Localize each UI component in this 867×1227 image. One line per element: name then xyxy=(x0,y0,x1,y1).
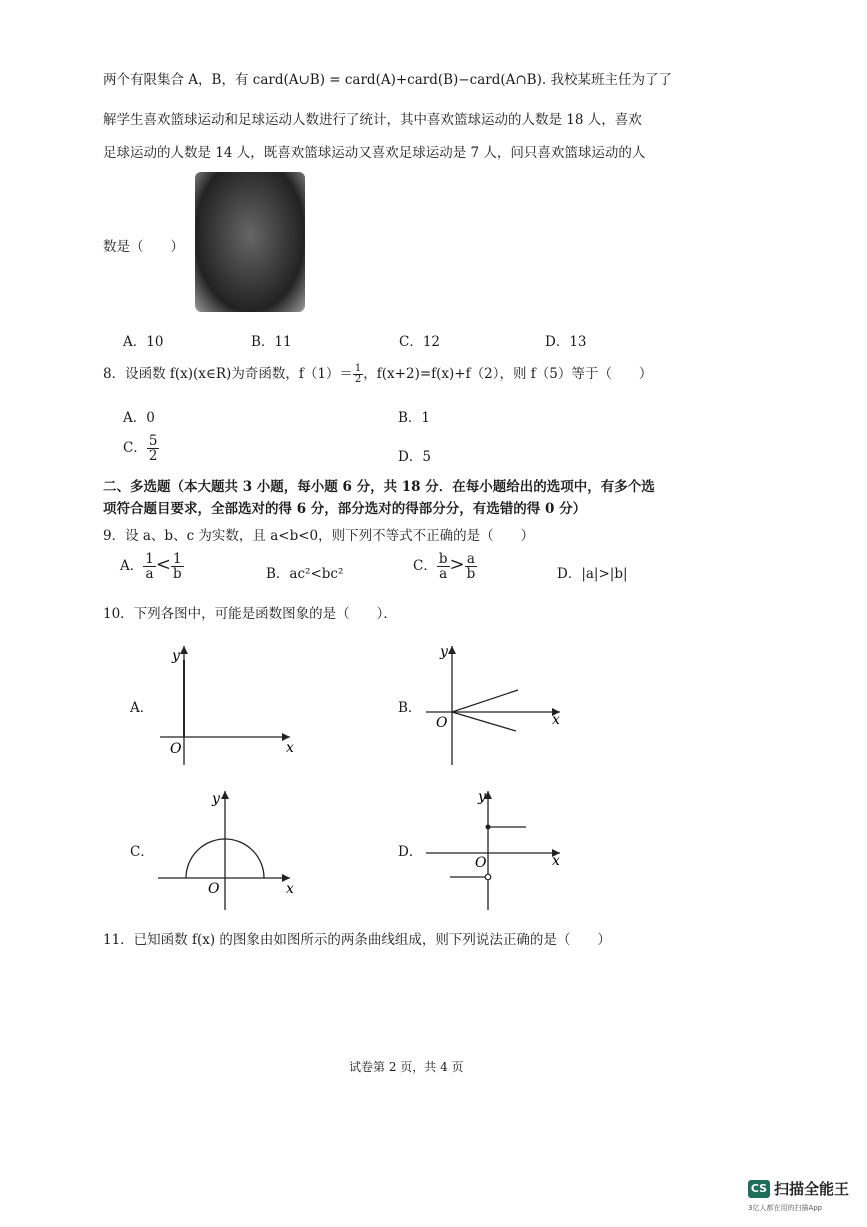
q10-label-d: D． xyxy=(398,844,423,860)
q10-label-c: C． xyxy=(130,844,154,860)
fraction xyxy=(171,552,184,581)
axis-x-label: x xyxy=(552,712,560,728)
q7-option-b: B．11 xyxy=(251,334,292,350)
q8-option-a: A．0 xyxy=(123,410,155,426)
q7-option-d: D．13 xyxy=(545,334,587,350)
q9-option-d: D．|a|>|b| xyxy=(557,566,628,582)
q8-stem-rest: ，f(x+2)=f(x)+f（2），则 f（5）等于（ ） xyxy=(363,366,653,382)
graph-b xyxy=(420,640,570,770)
fraction-five-halves xyxy=(147,434,160,463)
q7-line4: 数是（ ） xyxy=(103,239,184,255)
q7-line3: 足球运动的人数是 14 人，既喜欢篮球运动又喜欢足球运动是 7 人，问只喜欢篮球运动的人 xyxy=(103,145,646,161)
q8-stem xyxy=(103,362,652,386)
q8-option-b: B．1 xyxy=(398,410,431,426)
q8-stem-text: 8．设函数 f(x)(x∈R)为奇函数，f（1）＝ xyxy=(103,366,353,382)
q10-label-b: B． xyxy=(398,700,422,716)
frac-num: 1 xyxy=(354,362,362,374)
axis-x-label: x xyxy=(286,740,294,756)
q8-option-c xyxy=(123,434,159,463)
origin-label: O xyxy=(208,881,220,897)
origin-label: O xyxy=(170,741,182,757)
less-than-sign: < xyxy=(155,554,171,576)
greater-than-sign: > xyxy=(449,554,465,576)
origin-label: O xyxy=(475,855,487,871)
page-footer: 试卷第 2 页，共 4 页 xyxy=(349,1060,464,1074)
origin-label: O xyxy=(436,715,448,731)
frac-den: a xyxy=(145,566,154,583)
axis-y-label: y xyxy=(212,791,220,807)
frac-den: b xyxy=(466,566,476,583)
fraction-half xyxy=(353,364,363,386)
axis-y-label: y xyxy=(478,789,486,805)
q7-line2: 解学生喜欢篮球运动和足球运动人数进行了统计，其中喜欢篮球运动的人数是 18 人，喜欢 xyxy=(103,112,642,128)
frac-den: 2 xyxy=(148,448,158,465)
q9-stem: 9．设 a、b、c 为实数，且 a<b<0，则下列不等式不正确的是（ ） xyxy=(103,528,535,544)
axis-x-label: x xyxy=(552,853,560,869)
q8-option-d: D．5 xyxy=(398,449,431,465)
q9-option-a xyxy=(120,552,184,581)
q9-option-b: B．ac²<bc² xyxy=(266,566,344,582)
graph-c xyxy=(150,785,300,915)
watermark-sub: 3亿人都在用的扫描App xyxy=(748,1204,823,1212)
q9-option-c-label: C． xyxy=(413,558,437,575)
frac-den: b xyxy=(172,566,182,583)
q7-option-c: C．12 xyxy=(399,334,441,350)
cs-logo-icon: CS xyxy=(748,1180,770,1198)
axis-y-label: y xyxy=(440,644,448,660)
frac-num: 1 xyxy=(171,552,184,567)
frac-num: b xyxy=(438,551,448,567)
frac-num: 1 xyxy=(145,551,154,567)
scanned-photo xyxy=(195,172,305,312)
frac-den: 2 xyxy=(354,374,362,385)
q10-stem: 10．下列各图中，可能是函数图象的是（ ）． xyxy=(103,606,397,622)
fraction xyxy=(143,552,156,581)
section2-line1: 二、多选题（本大题共 3 小题，每小题 6 分，共 18 分．在每小题给出的选项中，有多个选 xyxy=(103,479,655,495)
frac-num: 5 xyxy=(148,433,158,449)
q7-line1: 两个有限集合 A，B，有 card(A∪B) = card(A)+card(B)−card(A∩B). 我校某班主任为了了 xyxy=(103,72,672,88)
fraction xyxy=(437,552,450,581)
frac-den: a xyxy=(439,566,448,583)
watermark-name: 扫描全能王 xyxy=(774,1180,850,1198)
section2-line2: 项符合题目要求，全部选对的得 6 分，部分选对的得部分分，有选错的得 0 分） xyxy=(103,501,587,517)
graph-a xyxy=(150,640,300,770)
graph-d xyxy=(420,785,570,915)
scanner-watermark xyxy=(748,1178,858,1218)
frac-num: a xyxy=(465,552,478,567)
q10-label-a: A． xyxy=(130,700,154,716)
q9-option-c xyxy=(413,552,477,581)
axis-x-label: x xyxy=(286,881,294,897)
q8-option-c-label: C． xyxy=(123,440,147,457)
fraction xyxy=(465,552,478,581)
q9-option-a-label: A． xyxy=(120,558,144,575)
axis-y-label: y xyxy=(172,648,180,664)
q11-stem: 11．已知函数 f(x) 的图象由如图所示的两条曲线组成，则下列说法正确的是（ ） xyxy=(103,932,611,948)
q7-option-a: A．10 xyxy=(123,334,164,350)
